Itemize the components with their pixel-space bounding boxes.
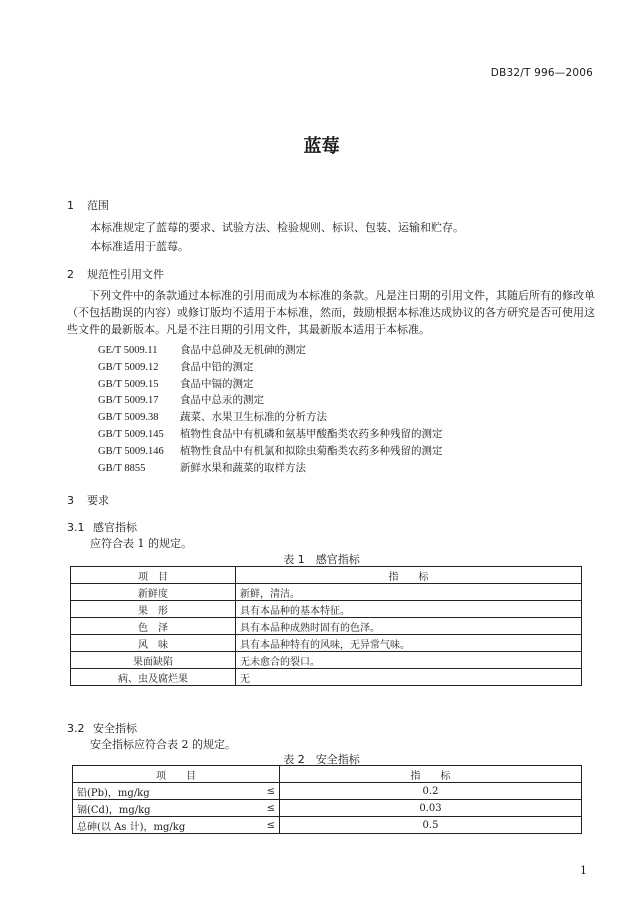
- reference-code: GB/T 8855: [98, 462, 146, 474]
- reference-name: 食品中总砷及无机砷的测定: [180, 344, 306, 356]
- table-cell: 0.2: [280, 783, 582, 800]
- comparison-symbol: ≤: [261, 783, 280, 800]
- scope-line-2: 本标准适用于蓝莓。: [90, 240, 189, 253]
- table-cell: 新鲜度: [71, 584, 236, 601]
- reference-item: [98, 342, 443, 359]
- section-3-heading: [67, 492, 109, 508]
- reference-code: GB/T 5009.15: [98, 378, 159, 390]
- subsection-title: 感官指标: [93, 521, 137, 534]
- subsection-number: 3.1: [67, 521, 85, 534]
- reference-code: GE/T 5009.11: [98, 345, 158, 356]
- subsection-3-1-text: 应符合表 1 的规定。: [90, 537, 192, 550]
- table-row: [73, 817, 582, 834]
- reference-item: [98, 460, 443, 477]
- table-2-caption: 表 2 安全指标: [283, 753, 360, 766]
- comparison-symbol: ≤: [261, 800, 280, 817]
- reference-name: 蔬菜、水果卫生标准的分析方法: [180, 411, 327, 424]
- table-cell: 具有本品种成熟时固有的色泽。: [236, 618, 582, 635]
- subsection-number: 3.2: [67, 722, 85, 735]
- reference-name: 食品中铅的测定: [180, 360, 254, 373]
- column-header: 项 目: [71, 567, 236, 584]
- subsection-3-1-heading: [67, 519, 137, 535]
- table-cell: 果 形: [71, 601, 236, 618]
- comparison-symbol: ≤: [261, 817, 280, 834]
- reference-list: [98, 342, 443, 476]
- table-row: [71, 669, 582, 686]
- table-cell: 铅(Pb)，mg/kg: [73, 783, 262, 800]
- document-title: 蓝莓: [303, 136, 340, 157]
- reference-item: [98, 409, 443, 426]
- table-cell: 果面缺陷: [71, 652, 236, 669]
- table-cell: 风 味: [71, 635, 236, 652]
- table-cell: 色 泽: [71, 618, 236, 635]
- reference-code: GB/T 5009.145: [98, 428, 164, 440]
- reference-code: GB/T 5009.17: [98, 395, 159, 407]
- reference-name: 植物性食品中有机磷和氨基甲酸酯类农药多种残留的测定: [180, 427, 443, 440]
- section-2-heading: [67, 266, 164, 282]
- reference-item: [98, 443, 443, 460]
- reference-name: 新鲜水果和蔬菜的取样方法: [180, 461, 306, 474]
- column-header: 指 标: [236, 567, 582, 584]
- table-row: [71, 601, 582, 618]
- section-title: 规范性引用文件: [87, 268, 164, 281]
- section-title: 范围: [87, 199, 109, 212]
- section-1-heading: [67, 197, 109, 213]
- table-cell: 新鲜，清洁。: [236, 584, 582, 601]
- scope-line-1: 本标准规定了蓝莓的要求、试验方法、检验规则、标识、包装、运输和贮存。: [90, 221, 464, 234]
- subsection-title: 安全指标: [93, 722, 137, 735]
- column-header: 指 标: [280, 766, 582, 783]
- standard-number: DB32/T 996—2006: [490, 67, 593, 79]
- reference-code: GB/T 5009.38: [98, 412, 159, 424]
- table-cell: 0.5: [280, 817, 582, 834]
- section-title: 要求: [87, 494, 109, 507]
- section-number: 2: [67, 268, 74, 281]
- table-cell: 病、虫及腐烂果: [71, 669, 236, 686]
- table-row: [71, 635, 582, 652]
- table-cell: 镉(Cd)，mg/kg: [73, 800, 262, 817]
- reference-code: GB/T 5009.146: [98, 445, 164, 457]
- table-cell: 0.03: [280, 800, 582, 817]
- reference-name: 植物性食品中有机氯和拟除虫菊酯类农药多种残留的测定: [180, 444, 443, 457]
- section-number: 3: [67, 494, 74, 507]
- table-row: [71, 584, 582, 601]
- table-row: [71, 652, 582, 669]
- table-cell: 总砷(以 As 计)，mg/kg: [73, 817, 262, 834]
- table-row: [71, 618, 582, 635]
- subsection-3-2-heading: [67, 720, 137, 736]
- table-header-row: [71, 567, 582, 584]
- table-row: [73, 783, 582, 800]
- reference-item: [98, 376, 443, 393]
- reference-name: 食品中总汞的测定: [180, 394, 264, 407]
- normative-paragraph: 下列文件中的条款通过本标准的引用而成为本标准的条款。凡是注日期的引用文件，其随后所有的修改单（不包括勘误的内容）或修订版均不适用于本标准，然而，鼓励根据本标准达成协议的各方研究是否可使用这些文件的最新版本。凡是不注日期的引用文件，其最新版本适用于本标准。: [67, 289, 595, 336]
- table-row: [73, 800, 582, 817]
- column-header: 项 目: [73, 766, 280, 783]
- table-1-caption: 表 1 感官指标: [283, 553, 360, 566]
- reference-item: [98, 359, 443, 376]
- sensory-table: [70, 566, 582, 686]
- reference-item: [98, 392, 443, 409]
- table-cell: 无: [236, 669, 582, 686]
- subsection-3-2-text: 安全指标应符合表 2 的规定。: [90, 738, 236, 751]
- reference-code: GB/T 5009.12: [98, 361, 159, 373]
- table-cell: 无未愈合的裂口。: [236, 652, 582, 669]
- reference-name: 食品中镉的测定: [180, 377, 254, 390]
- safety-table: [72, 765, 582, 834]
- table-cell: 具有本品种特有的风味，无异常气味。: [236, 635, 582, 652]
- table-header-row: [73, 766, 582, 783]
- table-cell: 具有本品种的基本特征。: [236, 601, 582, 618]
- reference-item: [98, 426, 443, 443]
- section-number: 1: [67, 199, 74, 212]
- page-number: 1: [580, 864, 587, 877]
